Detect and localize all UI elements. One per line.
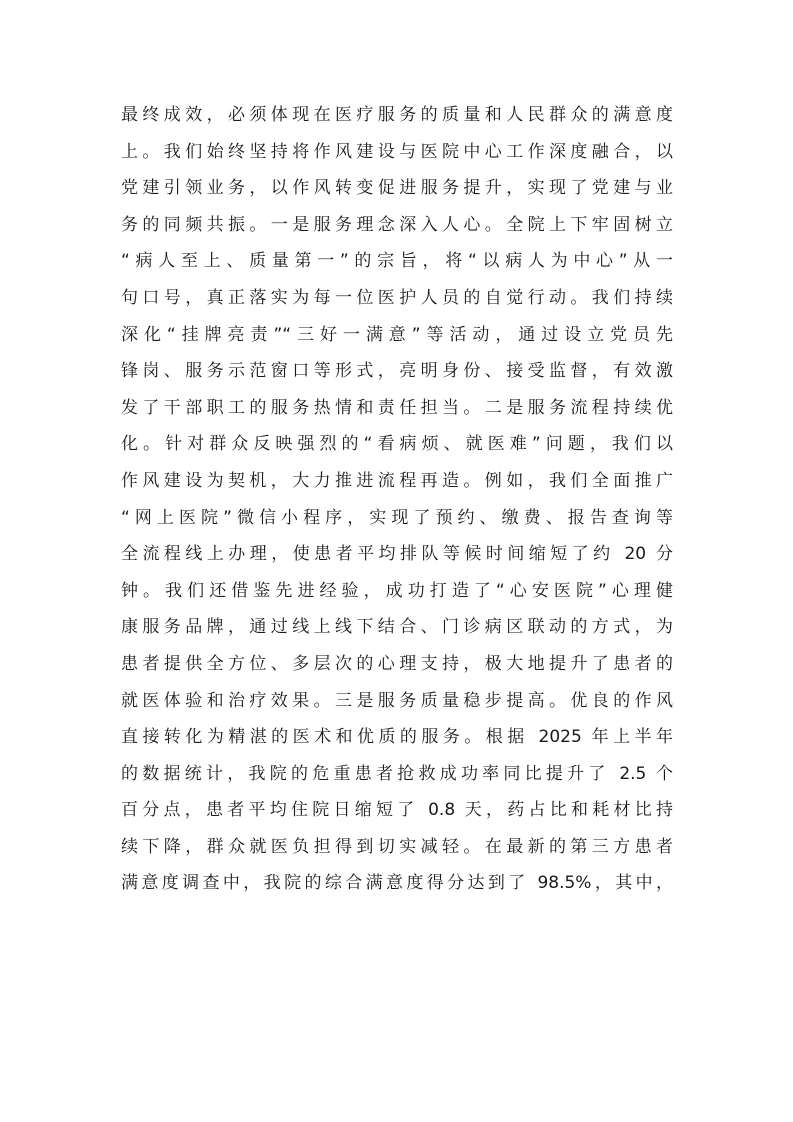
text-line-18: 直接转化为精湛的医术和优质的服务。根据 2025 年上半年 xyxy=(121,727,673,748)
text-line-14: 钟。我们还借鉴先进经验，成功打造了“心安医院”心理健 xyxy=(121,580,673,601)
text-line-11: 作风建设为契机，大力推进流程再造。例如，我们全面推广 xyxy=(121,470,673,491)
text-line-16: 患者提供全方位、多层次的心理支持，极大地提升了患者的 xyxy=(121,653,673,674)
text-line-15: 康服务品牌，通过线上线下结合、门诊病区联动的方式，为 xyxy=(121,617,673,638)
text-line-13: 全流程线上办理，使患者平均排队等候时间缩短了约 20 分 xyxy=(121,544,673,565)
text-line-19: 的数据统计，我院的危重患者抢救成功率同比提升了 2.5 个 xyxy=(121,763,673,784)
text-line-1: 最终成效，必须体现在医疗服务的质量和人民群众的满意度 xyxy=(121,105,673,125)
body-paragraph xyxy=(121,97,673,902)
text-line-22: 满意度调查中，我院的综合满意度得分达到了 98.5%，其中， xyxy=(121,873,673,894)
text-line-6: 句口号，真正落实为每一位医护人员的自觉行动。我们持续 xyxy=(121,287,673,308)
text-line-10: 化。针对群众反映强烈的“看病烦、就医难”问题，我们以 xyxy=(121,434,673,455)
text-line-4: 务的同频共振。一是服务理念深入人心。全院上下牢固树立 xyxy=(121,214,673,235)
text-line-8: 锋岗、服务示范窗口等形式，亮明身份、接受监督，有效激 xyxy=(121,361,673,382)
text-line-20: 百分点，患者平均住院日缩短了 0.8 天，药占比和耗材比持 xyxy=(121,800,673,821)
text-line-3: 党建引领业务，以作风转变促进服务提升，实现了党建与业 xyxy=(121,178,673,199)
text-line-9: 发了干部职工的服务热情和责任担当。二是服务流程持续优 xyxy=(121,397,673,418)
text-line-21: 续下降，群众就医负担得到切实减轻。在最新的第三方患者 xyxy=(121,836,673,857)
text-line-12: “网上医院”微信小程序，实现了预约、缴费、报告查询等 xyxy=(121,507,673,528)
text-line-17: 就医体验和治疗效果。三是服务质量稳步提高。优良的作风 xyxy=(121,690,673,711)
text-line-7: 深化“挂牌亮责”“三好一满意”等活动，通过设立党员先 xyxy=(121,324,673,345)
text-line-2: 上。我们始终坚持将作风建设与医院中心工作深度融合，以 xyxy=(121,141,673,162)
text-line-5: “病人至上、质量第一”的宗旨，将“以病人为中心”从一 xyxy=(121,251,673,272)
